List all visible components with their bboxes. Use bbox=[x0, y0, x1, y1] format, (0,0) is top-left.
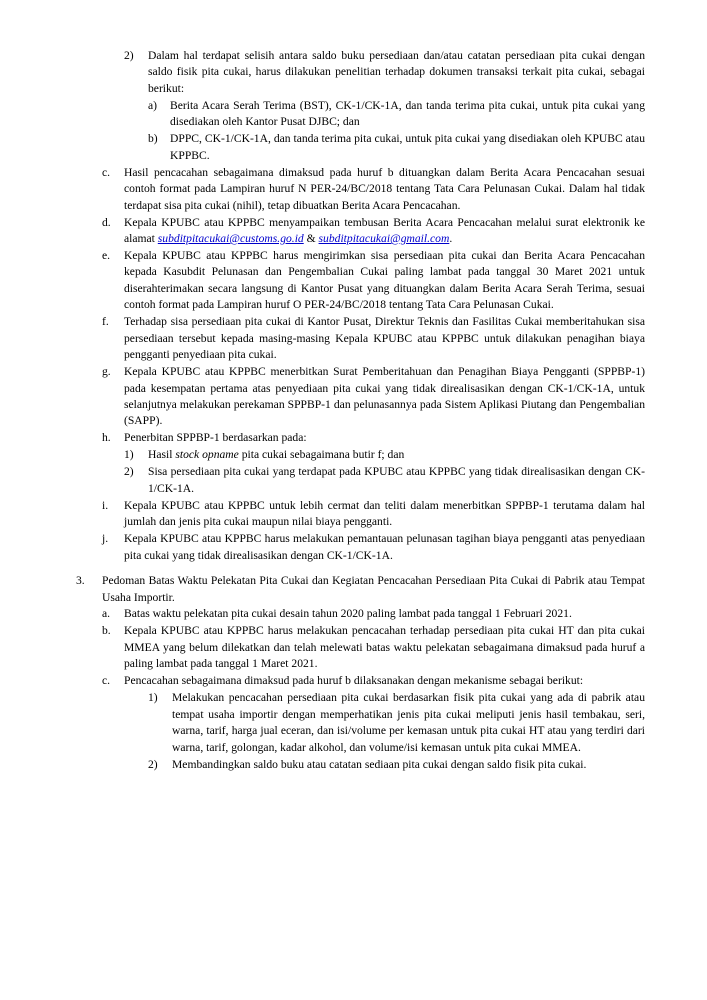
list-item bbox=[62, 623, 645, 672]
list-text: Dalam hal terdapat selisih antara saldo buku persediaan dan/atau catatan persediaan pita cukai dengan saldo fisik pita cukai, harus dilakukan penelitian terhadap dokumen transaksi terkait pita cukai, sebagai berikut: bbox=[148, 49, 645, 95]
list-marker: 2) bbox=[124, 49, 134, 62]
list-text: Melakukan pencacahan persediaan pita cukai berdasarkan fisik pita cukai yang ada di pabrik atau tempat usaha importir dengan memperhatikan jenis pita cukai meliputi jenis hasil tembakau, seri, warna, tarif, harga jual eceran, dan isi/volume per kemasan untuk pita cukai HT atau yang terdiri dari warna, tarif, golongan, kadar alkohol, dan volume/isi kemasan untuk pita cukai MMEA. bbox=[172, 691, 645, 754]
list-item bbox=[62, 131, 645, 164]
list-text bbox=[124, 215, 645, 248]
email-link-gmail[interactable]: subditpitacukai@gmail.com bbox=[318, 231, 450, 245]
list-item bbox=[62, 215, 645, 248]
list-marker: j. bbox=[102, 532, 109, 546]
list-item bbox=[62, 98, 645, 131]
list-item bbox=[62, 464, 645, 497]
list-marker: 2) bbox=[148, 757, 158, 771]
list-marker: 1) bbox=[148, 691, 158, 705]
list-marker: c. bbox=[102, 165, 111, 179]
list-item bbox=[62, 48, 645, 97]
list-text: Kepala KPUBC atau KPPBC harus melakukan pemantauan pelunasan tagihan biaya pengganti atas penyediaan pita cukai yang tidak direalisasikan dengan CK-1/CK-1A. bbox=[124, 532, 645, 562]
list-item bbox=[62, 430, 645, 446]
list-item bbox=[62, 531, 645, 564]
list-text: Pedoman Batas Waktu Pelekatan Pita Cukai dan Kegiatan Pencacahan Persediaan Pita Cukai di Pabrik atau Tempat Usaha Importir. bbox=[102, 574, 645, 604]
list-text: Kepala KPUBC atau KPPBC menerbitkan Surat Pemberitahuan dan Penagihan Biaya Pengganti (SPPBP-1) pada kesempatan pertama atas penyediaan pita cukai yang tidak direalisasikan dengan CK-1/CK-1A, untuk selanjutnya melakukan perekaman SPPBP-1 dan pelunasannya pada Sistem Aplikasi Piutang dan Pengembalian (SAPP). bbox=[124, 365, 645, 428]
list-text: Terhadap sisa persediaan pita cukai di Kantor Pusat, Direktur Teknis dan Fasilitas Cukai memberitahukan sisa persediaan tersebut kepada masing-masing Kepala KPUBC atau KPPBC untuk dilakukan penagihan biaya pengganti penyediaan pita cukai. bbox=[124, 315, 645, 362]
list-text: Pencacahan sebagaimana dimaksud pada huruf b dilaksanakan dengan mekanisme sebagai berikut: bbox=[124, 674, 584, 688]
list-marker: d. bbox=[102, 215, 111, 229]
list-marker: 1) bbox=[124, 448, 134, 462]
list-marker: i. bbox=[102, 498, 109, 512]
list-text: Kepala KPUBC atau KPPBC harus mengirimkan sisa persediaan pita cukai dan Berita Acara Pencacahan kepada Kasubdit Pelunasan dan Pengembalian Cukai paling lambat pada tanggal 30 Maret 2021 untuk diserahterimakan secara langsung di Kantor Pusat yang dituangkan dalam Berita Acara Serah Terima, sesuai contoh format pada Lampiran huruf O PER-24/BC/2018 tentang Tata Cara Pelunasan Cukai. bbox=[124, 248, 645, 312]
emphasis-stock-opname: stock opname bbox=[175, 448, 239, 462]
list-text: DPPC, CK-1/CK-1A, dan tanda terima pita cukai, untuk pita cukai yang disediakan oleh KPUBC atau KPPBC. bbox=[170, 132, 645, 162]
list-text: Batas waktu pelekatan pita cukai desain tahun 2020 paling lambat pada tanggal 1 Februari 2021. bbox=[124, 607, 572, 621]
list-item bbox=[62, 248, 645, 314]
document-body bbox=[62, 48, 645, 773]
list-text: Sisa persediaan pita cukai yang terdapat pada KPUBC atau KPPBC yang tidak direalisasikan dengan CK-1/CK-1A. bbox=[148, 465, 645, 495]
email-link-customs[interactable]: subditpitacukai@customs.go.id bbox=[157, 231, 304, 245]
list-marker: f. bbox=[102, 315, 109, 329]
list-marker: 3. bbox=[76, 574, 85, 588]
list-item bbox=[62, 757, 645, 773]
list-item bbox=[62, 447, 645, 463]
list-text: Berita Acara Serah Terima (BST), CK-1/CK-1A, dan tanda terima pita cukai, untuk pita cukai yang disediakan oleh Kantor Pusat DJBC; dan bbox=[170, 98, 645, 129]
list-marker: g. bbox=[102, 365, 111, 379]
list-item bbox=[62, 364, 645, 430]
list-marker: e. bbox=[102, 248, 111, 262]
list-item bbox=[62, 498, 645, 531]
email-separator: & bbox=[303, 231, 319, 245]
list-marker: a) bbox=[148, 98, 158, 112]
list-text: Kepala KPUBC atau KPPBC untuk lebih cermat dan teliti dalam menerbitkan SPPBP-1 terutama dalam hal jumlah dan jenis pita cukai maupun nilai biaya pengganti. bbox=[124, 498, 645, 529]
list-text: Hasil stock opname pita cukai sebagaimana butir f; dan bbox=[148, 448, 405, 462]
list-marker: b. bbox=[102, 624, 111, 638]
list-text: Hasil pencacahan sebagaimana dimaksud pada huruf b dituangkan dalam Berita Acara Pencacahan sesuai contoh format pada Lampiran huruf N PER-24/BC/2018 tentang Tata Cara Pelunasan Cukai. Dalam hal tidak terdapat sisa pita cukai (nihil), tetap dibuatkan Berita Acara Pencacahan. bbox=[124, 165, 645, 212]
list-item bbox=[62, 606, 645, 622]
list-item bbox=[62, 673, 645, 689]
list-text: Penerbitan SPPBP-1 berdasarkan pada: bbox=[124, 431, 307, 445]
list-marker: a. bbox=[102, 607, 111, 621]
list-item bbox=[62, 690, 645, 756]
list-marker: b) bbox=[148, 132, 158, 146]
list-text: Membandingkan saldo buku atau catatan sediaan pita cukai dengan saldo fisik pita cukai. bbox=[172, 757, 587, 771]
list-marker: 2) bbox=[124, 465, 134, 479]
sentence-period: . bbox=[449, 231, 453, 245]
list-marker: h. bbox=[102, 431, 111, 445]
list-text: Kepala KPUBC atau KPPBC harus melakukan pencacahan terhadap persediaan pita cukai HT dan pita cukai MMEA yang belum dilekatkan dan telah melewati batas waktu pelekatan sebagaimana dimaksud pada huruf a paling lambat pada tanggal 1 Maret 2021. bbox=[124, 624, 645, 671]
list-item bbox=[62, 314, 645, 363]
list-marker: c. bbox=[102, 674, 111, 688]
list-item bbox=[62, 573, 645, 606]
list-text-lead: Kepala KPUBC atau KPPBC menyampaikan tembusan Berita Acara Pencacahan melalui surat elektronik ke alamat bbox=[124, 215, 645, 245]
list-item bbox=[62, 165, 645, 214]
